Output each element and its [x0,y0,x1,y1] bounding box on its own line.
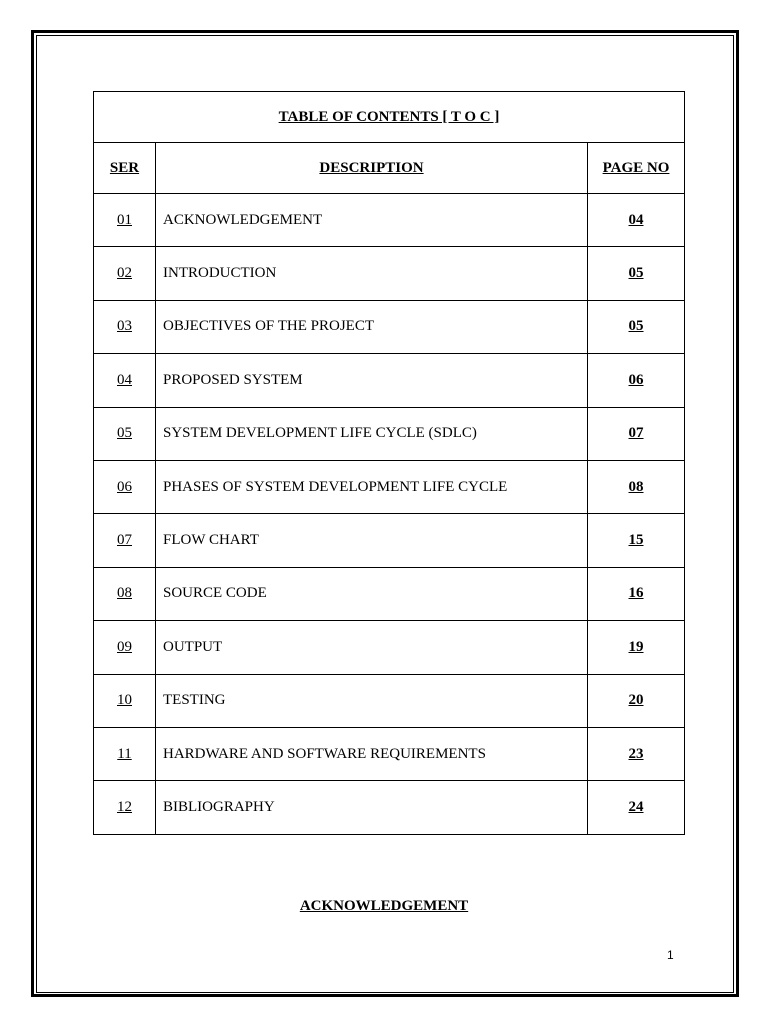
row-page-no: 15 [588,514,685,567]
table-row [94,727,685,780]
row-description: INTRODUCTION [156,247,588,300]
row-description: SYSTEM DEVELOPMENT LIFE CYCLE (SDLC) [156,407,588,460]
row-description: OBJECTIVES OF THE PROJECT [156,300,588,353]
table-row [94,247,685,300]
row-page-no: 23 [588,727,685,780]
row-ser: 03 [94,300,156,353]
header-description: DESCRIPTION [156,143,588,194]
row-description: FLOW CHART [156,514,588,567]
row-description: PROPOSED SYSTEM [156,354,588,407]
table-row [94,407,685,460]
table-of-contents [93,91,685,835]
row-ser: 04 [94,354,156,407]
table-row [94,194,685,247]
table-row [94,300,685,353]
table-row [94,354,685,407]
row-page-no: 19 [588,621,685,674]
toc-header-row [94,143,685,194]
section-heading-acknowledgement: ACKNOWLEDGEMENT [299,898,469,914]
table-row [94,514,685,567]
table-row [94,621,685,674]
row-page-no: 24 [588,781,685,834]
row-ser: 08 [94,567,156,620]
row-ser: 02 [94,247,156,300]
row-ser: 09 [94,621,156,674]
table-row [94,567,685,620]
row-ser: 06 [94,460,156,513]
row-ser: 01 [94,194,156,247]
table-row [94,460,685,513]
toc-title: TABLE OF CONTENTS [ T O C ] [94,92,685,143]
row-ser: 12 [94,781,156,834]
row-description: BIBLIOGRAPHY [156,781,588,834]
row-description: SOURCE CODE [156,567,588,620]
row-ser: 10 [94,674,156,727]
table-row [94,674,685,727]
row-page-no: 16 [588,567,685,620]
row-page-no: 08 [588,460,685,513]
row-page-no: 05 [588,300,685,353]
row-page-no: 04 [588,194,685,247]
row-ser: 11 [94,727,156,780]
row-page-no: 06 [588,354,685,407]
row-description: TESTING [156,674,588,727]
row-page-no: 20 [588,674,685,727]
row-description: PHASES OF SYSTEM DEVELOPMENT LIFE CYCLE [156,460,588,513]
table-row [94,781,685,834]
row-page-no: 05 [588,247,685,300]
header-page-no: PAGE NO [588,143,685,194]
row-ser: 05 [94,407,156,460]
page-number: 1 [667,948,674,962]
row-page-no: 07 [588,407,685,460]
row-ser: 07 [94,514,156,567]
row-description: ACKNOWLEDGEMENT [156,194,588,247]
row-description: HARDWARE AND SOFTWARE REQUIREMENTS [156,727,588,780]
row-description: OUTPUT [156,621,588,674]
header-ser: SER [94,143,156,194]
